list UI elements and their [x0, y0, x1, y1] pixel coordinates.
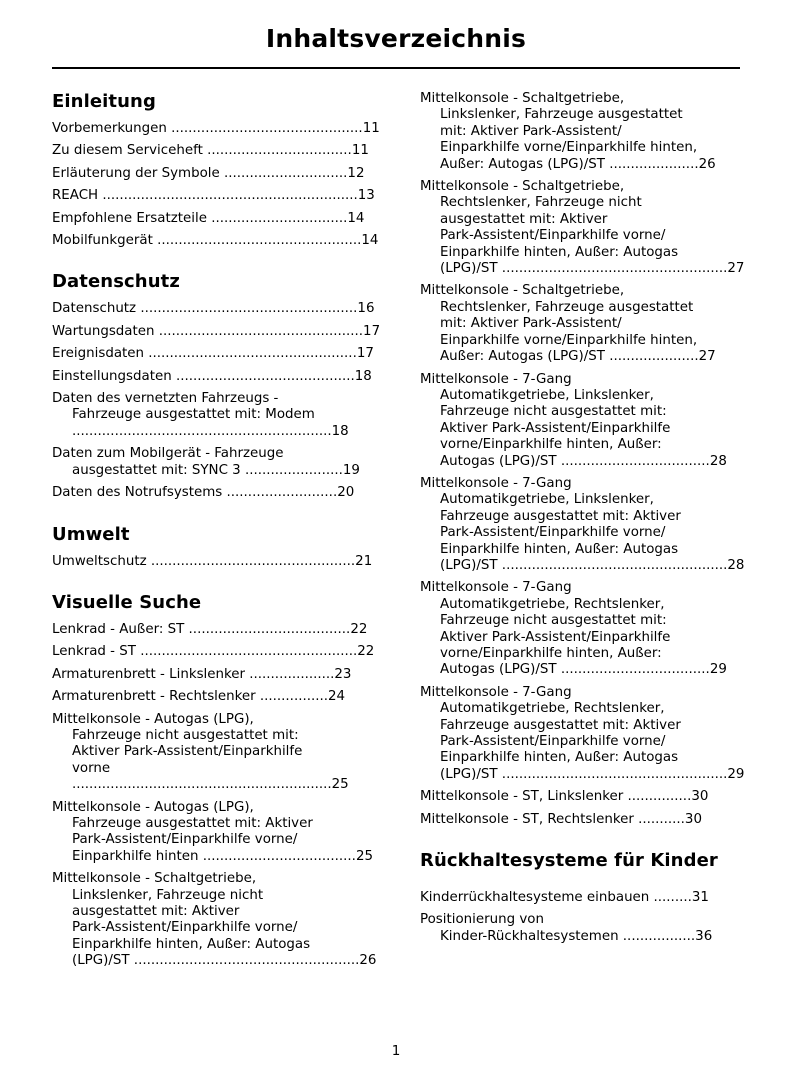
toc-entry-page: 20: [337, 485, 355, 501]
toc-entry-line: Mittelkonsole - Autogas (LPG),: [52, 799, 254, 815]
toc-entry-page: 12: [347, 165, 365, 181]
toc-entry[interactable]: [52, 800, 384, 866]
toc-entry[interactable]: [52, 301, 384, 317]
toc-entry-group: [52, 554, 384, 570]
toc-entry-line: mit: Aktiver Park-Assistent/: [440, 123, 622, 139]
toc-entry-line: Mobilfunkgerät ................................................14: [52, 233, 379, 249]
toc-entry-line: Vorbemerkungen .............................................11: [52, 121, 380, 136]
toc-entry-page: 14: [361, 233, 379, 249]
toc-entry-line: Armaturenbrett - Linkslenker ....................23: [52, 666, 352, 682]
toc-entry[interactable]: [52, 166, 384, 182]
toc-entry-line: (LPG)/ST .....................................................29: [440, 766, 745, 782]
toc-entry-page: 25: [331, 777, 349, 793]
section-heading: Einleitung: [52, 91, 156, 112]
toc-entry-line: Fahrzeuge ausgestattet mit: Modem: [72, 407, 315, 423]
toc-entry[interactable]: [52, 391, 384, 440]
section-heading: Datenschutz: [52, 271, 180, 293]
toc-entry-line: Zu diesem Serviceheft ..................................11: [52, 143, 369, 159]
toc-entry[interactable]: [420, 685, 752, 783]
toc-entry-group: [52, 301, 384, 501]
toc-entry-line: Außer: Autogas (LPG)/ST .....................27: [440, 349, 716, 365]
toc-entry-page: 29: [709, 662, 727, 678]
toc-entry-line: Kinder-Rückhaltesystemen .................36: [440, 928, 713, 944]
toc-entry-line: Einparkhilfe vorne/Einparkhilfe hinten,: [440, 140, 698, 156]
toc-entry-line: Umweltschutz ................................................21: [52, 553, 373, 569]
toc-entry-line: vorne .............................................................25: [72, 760, 349, 793]
toc-entry-line: Mittelkonsole - ST, Rechtslenker ...........30: [420, 811, 702, 827]
toc-entry-page: 27: [727, 261, 745, 277]
page-title: Inhaltsverzeichnis: [265, 24, 527, 53]
toc-entry-line: Automatikgetriebe, Rechtslenker,: [440, 596, 665, 612]
toc-entry-line: (LPG)/ST .....................................................28: [440, 557, 745, 573]
toc-entry-line: Daten zum Mobilgerät - Fahrzeuge: [52, 446, 284, 462]
toc-entry-line: Mittelkonsole - 7-Gang: [420, 475, 572, 491]
toc-entry[interactable]: [52, 121, 384, 137]
toc-entry[interactable]: [420, 580, 752, 678]
toc-entry-page: 28: [727, 557, 745, 573]
toc-entry-page: 24: [328, 689, 346, 705]
toc-entry-line: Autogas (LPG)/ST ...................................28: [440, 453, 727, 469]
toc-entry-line: vorne/Einparkhilfe hinten, Außer:: [440, 646, 662, 661]
toc-entry-line: Park-Assistent/Einparkhilfe vorne/: [440, 525, 666, 541]
toc-entry[interactable]: [52, 346, 384, 362]
toc-entry-line: Lenkrad - ST ...................................................22: [52, 644, 375, 660]
toc-entry-line: Mittelkonsole - Schaltgetriebe,: [420, 283, 625, 299]
toc-entry[interactable]: [52, 324, 384, 340]
toc-entry-page: 27: [698, 349, 716, 365]
toc-entry-line: Fahrzeuge nicht ausgestattet mit:: [72, 727, 299, 743]
section-heading: Rückhaltesysteme für Kinder: [420, 850, 718, 872]
toc-entry-line: Mittelkonsole - 7-Gang: [420, 684, 572, 700]
toc-entry[interactable]: [52, 871, 384, 969]
toc-entry-line: Automatikgetriebe, Linkslenker,: [440, 387, 654, 403]
toc-entry-line: mit: Aktiver Park-Assistent/: [440, 316, 622, 332]
toc-entry-page: 25: [355, 848, 373, 864]
toc-entry[interactable]: [420, 372, 752, 470]
toc-entry-line: Rechtslenker, Fahrzeuge ausgestattet: [440, 299, 694, 315]
toc-entry[interactable]: [52, 211, 384, 227]
toc-entry-page: 23: [334, 666, 352, 682]
title-divider: [52, 67, 740, 69]
toc-entry-line: Datenschutz ...................................................16: [52, 301, 375, 317]
toc-entry[interactable]: [420, 179, 752, 277]
toc-entry-line: Kinderrückhaltesysteme einbauen .........31: [420, 890, 709, 906]
toc-entry-line: .............................................................18: [72, 423, 349, 439]
toc-entry-line: ausgestattet mit: SYNC 3 .......................19: [72, 462, 360, 478]
toc-entry-page: 16: [357, 301, 375, 317]
toc-entry-line: Einstellungsdaten ..........................................18: [52, 368, 372, 384]
toc-left-column: [52, 91, 384, 976]
toc-entry-line: Linkslenker, Fahrzeuge ausgestattet: [440, 107, 683, 123]
section-heading: Umwelt: [52, 523, 130, 545]
toc-entry-line: Mittelkonsole - Autogas (LPG),: [52, 711, 254, 727]
toc-entry-line: Ereignisdaten .................................................17: [52, 346, 374, 362]
toc-entry-line: Armaturenbrett - Rechtslenker ................24: [52, 689, 346, 705]
toc-entry-line: Wartungsdaten ................................................17: [52, 323, 381, 339]
toc-entry[interactable]: [52, 446, 384, 479]
toc-entry[interactable]: [420, 476, 752, 574]
toc-entry-line: ausgestattet mit: Aktiver: [72, 904, 240, 919]
toc-entry-page: 28: [709, 453, 727, 469]
toc-entry-group: [420, 91, 752, 828]
toc-entry-page: 26: [698, 156, 716, 172]
toc-entry[interactable]: [420, 283, 752, 365]
toc-entry-page: 22: [357, 644, 375, 660]
toc-entry-line: Park-Assistent/Einparkhilfe vorne/: [440, 734, 666, 750]
toc-entry-line: Einparkhilfe hinten, Außer: Autogas: [72, 936, 311, 952]
toc-entry-line: Rechtslenker, Fahrzeuge nicht: [440, 195, 642, 211]
toc-entry-line: vorne/Einparkhilfe hinten, Außer:: [440, 437, 662, 453]
toc-entry[interactable]: [52, 485, 384, 501]
toc-entry[interactable]: [52, 143, 384, 159]
toc-entry[interactable]: [52, 233, 384, 249]
toc-entry-line: Mittelkonsole - Schaltgetriebe,: [420, 91, 625, 106]
toc-entry-page: 18: [331, 423, 349, 439]
toc-entry-group: [52, 622, 384, 970]
toc-entry-line: Fahrzeuge ausgestattet mit: Aktiver: [440, 717, 681, 733]
toc-entry-line: Mittelkonsole - Schaltgetriebe,: [420, 179, 625, 195]
toc-entry-line: Daten des Notrufsystems ..........................20: [52, 485, 355, 501]
toc-entry[interactable]: [52, 369, 384, 385]
toc-entry-page: 36: [695, 928, 713, 944]
toc-entry[interactable]: [420, 812, 752, 828]
toc-entry-line: Einparkhilfe hinten, Außer: Autogas: [440, 750, 679, 766]
toc-entry-page: 21: [355, 553, 373, 569]
toc-entry-line: Autogas (LPG)/ST ...................................29: [440, 662, 727, 678]
toc-entry-line: Aktiver Park-Assistent/Einparkhilfe: [440, 629, 671, 645]
toc-entry[interactable]: [52, 622, 384, 638]
toc-entry-line: Positionierung von: [420, 912, 544, 928]
toc-entry-page: 26: [359, 953, 377, 969]
toc-entry-line: Aktiver Park-Assistent/Einparkhilfe: [440, 420, 671, 436]
toc-entry-line: Fahrzeuge nicht ausgestattet mit:: [440, 404, 667, 420]
toc-entry-line: Mittelkonsole - Schaltgetriebe,: [52, 871, 257, 887]
toc-entry-line: Einparkhilfe hinten, Außer: Autogas: [440, 541, 679, 557]
toc-entry-line: (LPG)/ST .....................................................27: [440, 261, 745, 277]
toc-entry-line: Einparkhilfe vorne/Einparkhilfe hinten,: [440, 332, 698, 348]
toc-entry[interactable]: [52, 712, 384, 794]
toc-entry-group: [420, 890, 752, 945]
toc-right-column: [420, 91, 752, 951]
toc-entry-line: Fahrzeuge nicht ausgestattet mit:: [440, 613, 667, 629]
toc-entry-line: Fahrzeuge ausgestattet mit: Aktiver: [440, 508, 681, 524]
toc-entry-page: 29: [727, 766, 745, 782]
toc-entry-line: Automatikgetriebe, Linkslenker,: [440, 492, 654, 508]
toc-entry-line: Automatikgetriebe, Rechtslenker,: [440, 701, 665, 717]
toc-entry-line: Park-Assistent/Einparkhilfe vorne/: [440, 228, 666, 244]
toc-entry-page: 18: [354, 368, 372, 384]
toc-entry-page: 17: [363, 323, 381, 339]
toc-entry[interactable]: [52, 188, 384, 204]
page-number: 1: [391, 1043, 401, 1059]
toc-entry-line: Park-Assistent/Einparkhilfe vorne/: [72, 832, 298, 848]
toc-entry-line: Fahrzeuge ausgestattet mit: Aktiver: [72, 815, 313, 831]
toc-entry[interactable]: [52, 644, 384, 660]
toc-entry-line: Einparkhilfe hinten ....................................25: [72, 848, 373, 864]
toc-entry-line: ausgestattet mit: Aktiver: [440, 211, 608, 227]
toc-entry-line: Aktiver Park-Assistent/Einparkhilfe: [72, 744, 303, 760]
toc-entry-line: Mittelkonsole - 7-Gang: [420, 580, 572, 596]
toc-entry-page: 30: [684, 811, 702, 827]
toc-entry-line: REACH ............................................................13: [52, 188, 375, 204]
toc-entry-line: Mittelkonsole - ST, Linkslenker ...............30: [420, 789, 709, 805]
toc-entry-line: Außer: Autogas (LPG)/ST .....................26: [440, 156, 716, 172]
spacer: [420, 880, 752, 890]
toc-entry-line: (LPG)/ST .....................................................26: [72, 953, 377, 969]
toc-entry[interactable]: [52, 554, 384, 570]
toc-entry[interactable]: [420, 91, 752, 173]
toc-entry-line: Empfohlene Ersatzteile ................................14: [52, 210, 365, 226]
toc-entry-line: Erläuterung der Symbole .............................12: [52, 165, 365, 181]
toc-entry-line: Lenkrad - Außer: ST ......................................22: [52, 621, 368, 637]
toc-entry-line: Daten des vernetzten Fahrzeugs -: [52, 391, 279, 407]
toc-entry-line: Linkslenker, Fahrzeuge nicht: [72, 887, 264, 903]
toc-entry-page: 13: [357, 188, 375, 204]
toc-entry-line: Einparkhilfe hinten, Außer: Autogas: [440, 244, 679, 260]
toc-entry-page: 11: [351, 143, 369, 159]
toc-entry-line: Park-Assistent/Einparkhilfe vorne/: [72, 920, 298, 936]
toc-entry-page: 14: [347, 210, 365, 226]
toc-entry-page: 31: [691, 890, 709, 906]
toc-entry[interactable]: [420, 789, 752, 805]
toc-entry-page: 17: [356, 346, 374, 362]
toc-entry-page: 11: [362, 121, 380, 136]
toc-entry[interactable]: [420, 912, 752, 945]
toc-entry-page: 19: [342, 462, 360, 478]
toc-entry-page: 30: [691, 789, 709, 805]
toc-entry[interactable]: [52, 689, 384, 705]
toc-entry[interactable]: [52, 667, 384, 683]
toc-entry-group: [52, 121, 384, 249]
toc-entry-line: Mittelkonsole - 7-Gang: [420, 371, 572, 387]
toc-entry-page: 22: [350, 621, 368, 637]
section-heading: Visuelle Suche: [52, 591, 202, 613]
toc-columns: [52, 91, 745, 976]
toc-entry[interactable]: [420, 890, 752, 906]
